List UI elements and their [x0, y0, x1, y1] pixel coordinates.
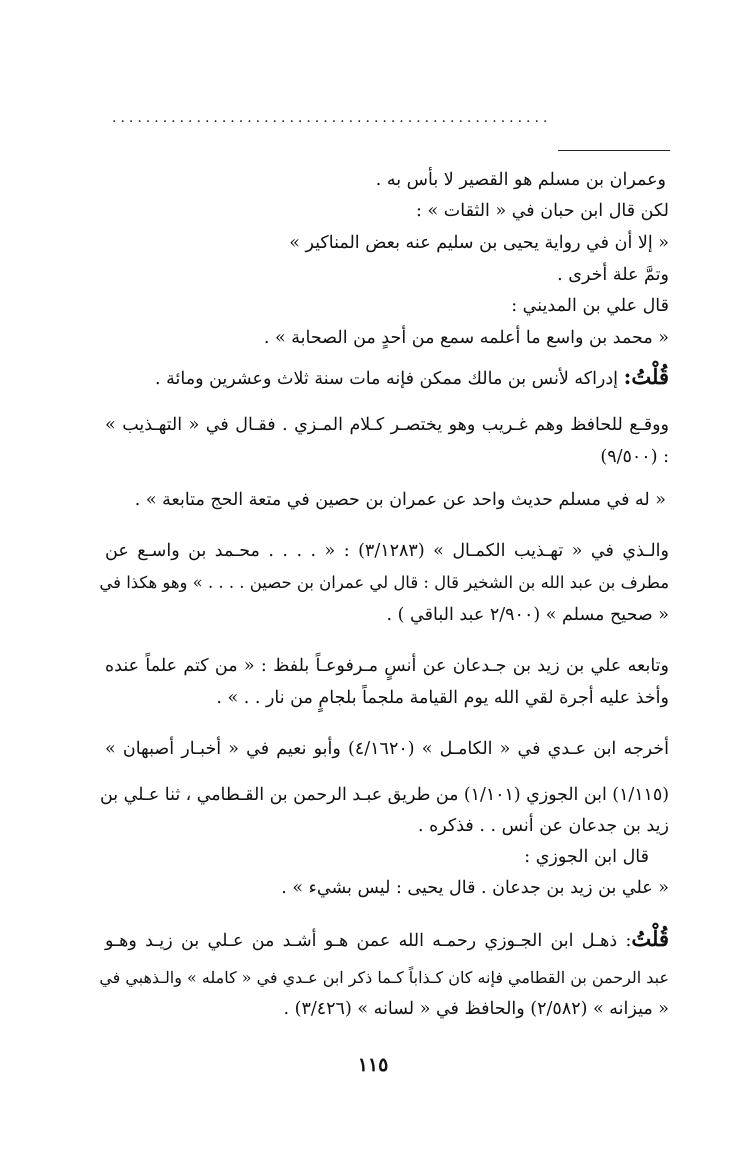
text-line-7-body: إدراكه لأنس بن مالك ممكن فإنه مات سنة ثلاث وعشرين ومائة . — [154, 369, 619, 389]
text-line-12: مطرف بن عبد الله بن الشخير قال : قال لي عمران بن حصين . . . . » وهو هكذا في — [99, 573, 669, 592]
page-number: ١١٥ — [357, 1054, 389, 1076]
dotted-separator: .................................................... — [112, 114, 552, 122]
text-line-19: قال ابن الجوزي : — [524, 847, 649, 867]
footnote-rule — [558, 150, 670, 151]
text-line-8: ووقـع للحافظ وهم غـريب وهو يختصـر كـلام المـزي . فقـال في « التهـذيب » — [105, 415, 669, 435]
text-line-15: وأخذ عليه أجرة لقي الله يوم القيامة ملجماً بلجامٍ من نار . . » . — [216, 688, 669, 708]
qult-keyword-2: قُلْتُ — [631, 926, 669, 951]
text-line-4: وتمَّ علة أخرى . — [557, 265, 669, 285]
text-line-22: عبد الرحمن بن القطامي فإنه كان كـذاباً كـما ذكر ابن عـدي في « كامله » والـذهبي في — [99, 968, 669, 987]
text-line-16: أخرجه ابن عـدي في « الكامـل » (٤/١٦٢٠) وأبو نعيم في « أخبـار أصبهان » — [105, 739, 669, 759]
text-line-23: « ميزانه » (٢/٥٨٢) والحافظ في « لسانه » (٣/٤٢٦) . — [283, 999, 669, 1019]
text-line-18: زيد بن جدعان عن أنس . . فذكره . — [417, 816, 669, 836]
text-line-11: والـذي في « تهـذيب الكمـال » (٣/١٢٨٣) : « . . . . محـمد بن واسـع عن — [105, 541, 669, 561]
text-line-14: وتابعه علي بن زيد بن جـدعان عن أنسٍ مـرفوعـاً بلفظ : « من كتم علماً عنده — [105, 656, 669, 676]
text-line-3: « إلا أن في رواية يحيى بن سليم عنه بعض المناكير » — [289, 233, 669, 253]
text-line-7 — [155, 364, 669, 392]
text-line-13: « صحيح مسلم » (٢/٩٠٠ عبد الباقي ) . — [386, 605, 669, 625]
text-line-20: « علي بن زيد بن جدعان . قال يحيى : ليس بشيء » . — [281, 878, 669, 898]
text-line-21-body: : ذهـل ابن الجـوزي رحمـه الله عمن هـو أشـد من عـلي بن زيـد وهـو — [105, 931, 632, 951]
text-line-9: (٩/٥٠٠) : — [600, 447, 669, 467]
qult-keyword: قُلْتُ: — [623, 364, 669, 389]
text-line-6: « محمد بن واسع ما أعلمه سمع من أحدٍ من الصحابة » . — [263, 328, 669, 348]
text-line-17: (١/١١٥) ابن الجوزي (١/١٠١) من طريق عبـد الرحمن بن القـطامي ، ثنا عـلي بن — [100, 785, 669, 805]
text-line-21 — [105, 926, 669, 954]
text-line-2: لكن قال ابن حبان في « الثقات » : — [416, 201, 669, 221]
text-line-10: « له في مسلم حديث واحد عن عمران بن حصين في متعة الحج متابعة » . — [134, 490, 666, 510]
text-line-5: قال علي بن المديني : — [511, 296, 669, 316]
text-line-1: وعمران بن مسلم هو القصير لا بأس به . — [375, 170, 666, 190]
